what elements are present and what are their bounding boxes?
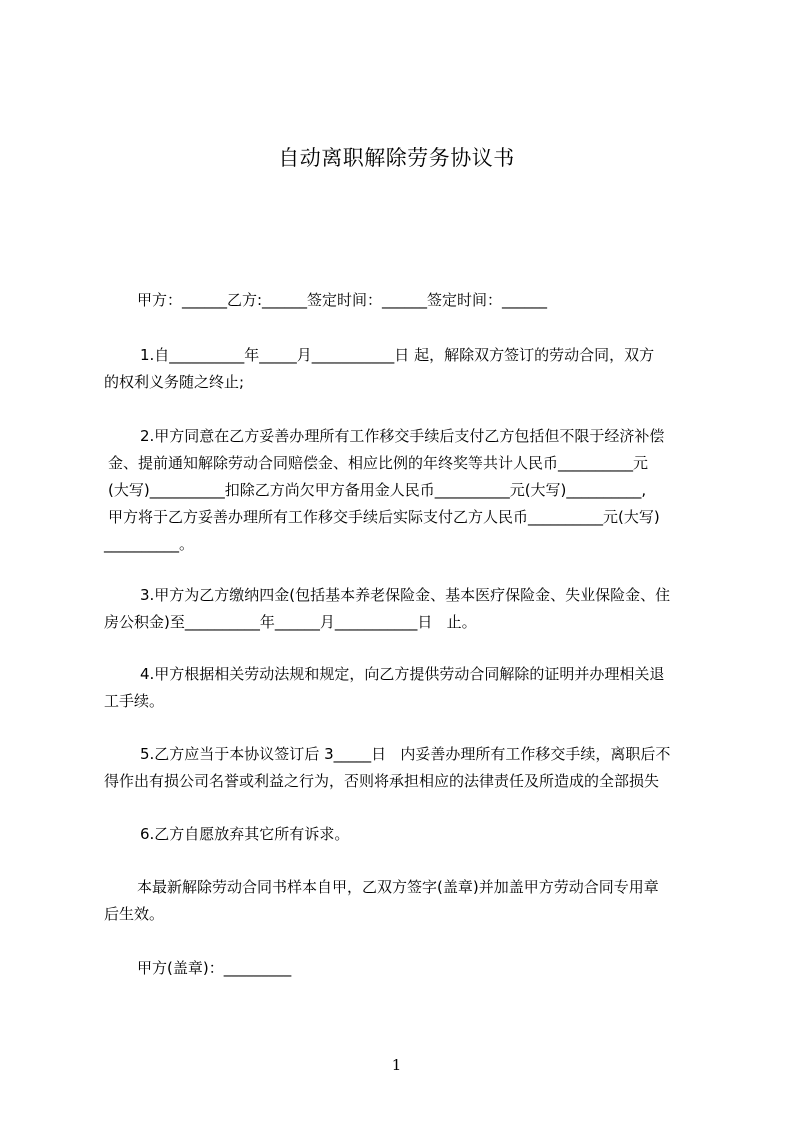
clause-2-line-2: 金、提前通知解除劳动合同赔偿金、相应比例的年终奖等共计人民币__________元 bbox=[108, 454, 649, 472]
clause-2-line-3: (大写)__________扣除乙方尚欠甲方备用金人民币__________元(大写)__________, bbox=[108, 481, 647, 499]
page-number: 1 bbox=[391, 1056, 402, 1074]
clause-2-line-4: 甲方将于乙方妥善办理所有工作移交手续后实际支付乙方人民币__________元(大写) bbox=[108, 508, 660, 526]
clause-3-line-2: 房公积金)至__________年______月___________日 止。 bbox=[104, 613, 477, 631]
closing-line-1: 本最新解除劳动合同书样本自甲，乙双方签字(盖章)并加盖甲方劳动合同专用章 bbox=[137, 878, 659, 896]
clause-2-line-5: __________。 bbox=[104, 535, 195, 553]
clause-6-line-1: 6.乙方自愿放弃其它所有诉求。 bbox=[140, 825, 350, 843]
closing-line-2: 后生效。 bbox=[104, 905, 165, 923]
clause-5-line-2: 得作出有损公司名誉或利益之行为，否则将承担相应的法律责任及所造成的全部损失 bbox=[104, 772, 660, 790]
clause-4-line-2: 工手续。 bbox=[104, 692, 165, 710]
header-parties-line: 甲方：______乙方:______签定时间：______签定时间：______ bbox=[137, 291, 548, 309]
clause-3-line-1: 3.甲方为乙方缴纳四金(包括基本养老保险金、基本医疗保险金、失业保险金、住 bbox=[140, 586, 671, 604]
document-title: 自动离职解除劳务协议书 bbox=[278, 146, 515, 170]
clause-4-line-1: 4.甲方根据相关劳动法规和规定，向乙方提供劳动合同解除的证明并办理相关退 bbox=[140, 665, 665, 683]
clause-2-line-1: 2.甲方同意在乙方妥善办理所有工作移交手续后支付乙方包括但不限于经济补偿 bbox=[140, 427, 665, 445]
clause-1-line-2: 的权利义务随之终止; bbox=[104, 373, 245, 391]
party-a-signature: 甲方(盖章)：_________ bbox=[137, 959, 292, 977]
clause-1-line-1: 1.自__________年_____月___________日 起，解除双方签订的劳动合同，双方 bbox=[140, 346, 655, 364]
clause-5-line-1: 5.乙方应当于本协议签订后 3_____日 内妥善办理所有工作移交手续，离职后不 bbox=[140, 745, 671, 763]
